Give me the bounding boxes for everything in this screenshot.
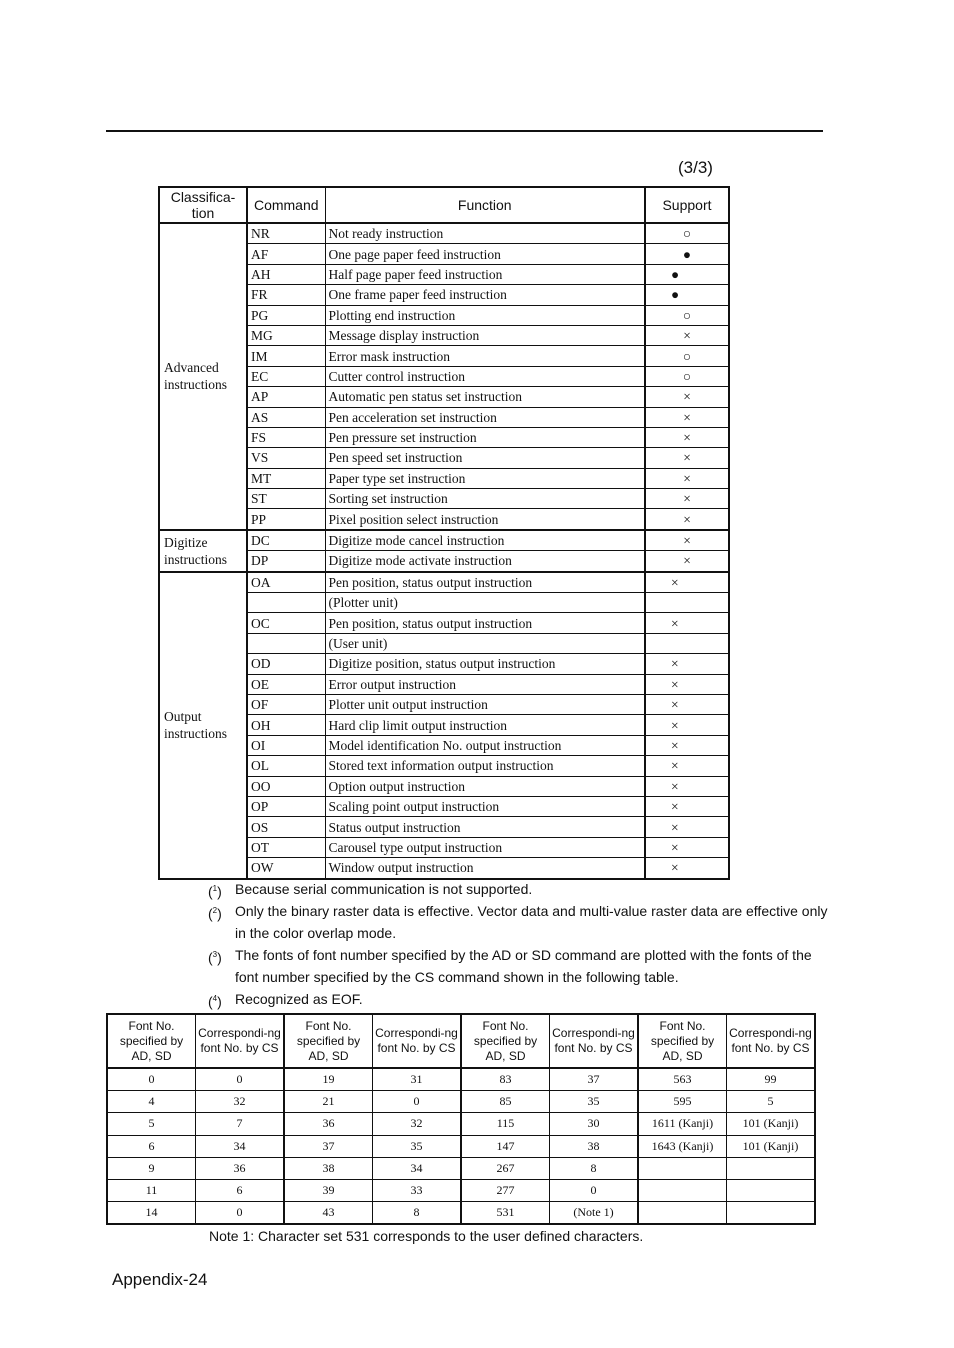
- support-cell: [645, 633, 729, 653]
- support-cell: [645, 244, 729, 264]
- font-table-cell: 21: [284, 1091, 373, 1113]
- command-cell: MG: [247, 325, 325, 345]
- function-cell: Pen position, status output instruction: [325, 572, 645, 593]
- table-row: [107, 1157, 815, 1179]
- font-table-cell: 36: [284, 1113, 373, 1135]
- support-cell: [645, 346, 729, 366]
- support-cell: [645, 427, 729, 447]
- command-cell: AF: [247, 244, 325, 264]
- font-table-cell: 37: [550, 1068, 639, 1091]
- footnote: [208, 988, 828, 1010]
- function-cell: Half page paper feed instruction: [325, 264, 645, 284]
- support-symbol: ×: [671, 656, 679, 672]
- font-table-cell: 34: [196, 1135, 285, 1157]
- table-header-row: [107, 1014, 815, 1068]
- table-row: [107, 1179, 815, 1201]
- support-symbol: ×: [683, 533, 691, 549]
- font-table-cell: 38: [284, 1157, 373, 1179]
- support-symbol: ×: [671, 819, 679, 835]
- support-symbol: ×: [683, 328, 691, 344]
- function-cell: Paper type set instruction: [325, 468, 645, 488]
- support-cell: [645, 694, 729, 714]
- command-cell: IM: [247, 346, 325, 366]
- footnote-number: ($^1$): [208, 883, 222, 900]
- font-table-header: Font No. specified by AD, SD: [638, 1014, 727, 1068]
- support-cell: [645, 387, 729, 407]
- font-table-cell: 0: [107, 1068, 196, 1091]
- font-table-cell: 267: [461, 1157, 550, 1179]
- command-support-table: [158, 186, 730, 880]
- support-symbol: ×: [671, 778, 679, 794]
- font-table-cell: 39: [284, 1179, 373, 1201]
- font-table-header: Correspondi-ng font No. by CS: [727, 1014, 816, 1068]
- command-cell: AS: [247, 407, 325, 427]
- command-cell: PG: [247, 305, 325, 325]
- function-cell: Carousel type output instruction: [325, 837, 645, 857]
- command-cell: OP: [247, 796, 325, 816]
- support-symbol: ○: [682, 226, 692, 242]
- function-cell: Plotting end instruction: [325, 305, 645, 325]
- support-cell: [645, 530, 729, 551]
- footnotes: [208, 878, 828, 1010]
- function-cell: Hard clip limit output instruction: [325, 715, 645, 735]
- footnote-number: ($^3$): [208, 949, 222, 966]
- support-symbol: ×: [671, 737, 679, 753]
- support-symbol: ×: [671, 697, 679, 713]
- font-table-cell: 30: [550, 1113, 639, 1135]
- table-row: [107, 1135, 815, 1157]
- support-cell: [645, 551, 729, 572]
- table-row: [159, 572, 729, 593]
- command-cell: OF: [247, 694, 325, 714]
- font-table-cell: 43: [284, 1202, 373, 1225]
- support-cell: [645, 509, 729, 530]
- support-cell: [645, 613, 729, 633]
- page-indicator: (3/3): [678, 158, 713, 177]
- font-table-cell: 34: [373, 1157, 462, 1179]
- font-table-cell: 83: [461, 1068, 550, 1091]
- support-symbol: ×: [671, 574, 679, 590]
- support-cell: [645, 468, 729, 488]
- function-cell: Automatic pen status set instruction: [325, 387, 645, 407]
- page-footer: Appendix-24: [112, 1270, 208, 1289]
- classification-cell: Output instructions: [159, 572, 247, 879]
- font-table-cell: 0: [550, 1179, 639, 1201]
- footnote: [208, 900, 828, 944]
- support-symbol: ×: [683, 511, 691, 527]
- support-cell: [645, 572, 729, 593]
- function-cell: Cutter control instruction: [325, 366, 645, 386]
- command-cell: DC: [247, 530, 325, 551]
- support-cell: [645, 776, 729, 796]
- support-cell: [645, 305, 729, 325]
- support-cell: [645, 735, 729, 755]
- support-cell: [645, 674, 729, 694]
- footnote-text: The fonts of font number specified by the AD or SD command are plotted with the fonts of the font number specified by the CS command shown in the following table.: [235, 947, 812, 985]
- command-cell: OC: [247, 613, 325, 633]
- support-cell: [645, 448, 729, 468]
- function-cell: One page paper feed instruction: [325, 244, 645, 264]
- command-cell: DP: [247, 551, 325, 572]
- font-table-cell: 7: [196, 1113, 285, 1135]
- command-cell: AH: [247, 264, 325, 284]
- function-cell: Digitize mode cancel instruction: [325, 530, 645, 551]
- font-table-cell: 563: [638, 1068, 727, 1091]
- table-header-row: [159, 187, 729, 223]
- footnote-number-value: 3: [212, 950, 218, 959]
- command-cell: OD: [247, 654, 325, 674]
- command-cell: ST: [247, 489, 325, 509]
- function-cell: Pen speed set instruction: [325, 448, 645, 468]
- font-table-cell: 32: [373, 1113, 462, 1135]
- function-cell: Scaling point output instruction: [325, 796, 645, 816]
- classification-cell: Digitize instructions: [159, 530, 247, 572]
- font-table-cell: 35: [373, 1135, 462, 1157]
- font-table-cell: 0: [196, 1202, 285, 1225]
- command-cell: OW: [247, 858, 325, 879]
- function-cell: Pen pressure set instruction: [325, 427, 645, 447]
- footnote-text: Only the binary raster data is effective. Vector data and multi-value raster data are effective only in the color overlap mode.: [235, 903, 828, 941]
- function-cell: Pen acceleration set instruction: [325, 407, 645, 427]
- command-cell: [247, 633, 325, 653]
- support-symbol: ×: [671, 676, 679, 692]
- support-symbol: ●: [671, 287, 680, 303]
- font-table-cell: 115: [461, 1113, 550, 1135]
- table-row: [159, 223, 729, 244]
- font-table-cell: 36: [196, 1157, 285, 1179]
- footnote-text: Because serial communication is not supported.: [235, 881, 533, 897]
- support-symbol: ×: [683, 553, 691, 569]
- support-cell: [645, 654, 729, 674]
- font-table-cell: 595: [638, 1091, 727, 1113]
- header-support: Support: [645, 187, 729, 223]
- support-cell: [645, 756, 729, 776]
- support-symbol: ○: [682, 307, 692, 323]
- font-table-cell: 14: [107, 1202, 196, 1225]
- support-cell: [645, 715, 729, 735]
- support-symbol: ×: [683, 409, 691, 425]
- support-symbol: ○: [682, 348, 692, 364]
- table-row: [159, 530, 729, 551]
- support-symbol: ×: [671, 860, 679, 876]
- font-mapping-table: [106, 1013, 816, 1225]
- font-table-header: Correspondi-ng font No. by CS: [196, 1014, 285, 1068]
- command-cell: PP: [247, 509, 325, 530]
- footnote-number-value: 2: [212, 906, 218, 915]
- font-table-header: Font No. specified by AD, SD: [107, 1014, 196, 1068]
- font-table-cell: [638, 1202, 727, 1225]
- footnote-text: Recognized as EOF.: [235, 991, 363, 1007]
- font-table-cell: 85: [461, 1091, 550, 1113]
- support-symbol: ×: [683, 470, 691, 486]
- function-cell: Digitize position, status output instruction: [325, 654, 645, 674]
- command-cell: MT: [247, 468, 325, 488]
- footnote-number-value: 4: [212, 994, 218, 1003]
- command-cell: OL: [247, 756, 325, 776]
- classification-cell: Advanced instructions: [159, 223, 247, 530]
- font-table-cell: 8: [550, 1157, 639, 1179]
- support-cell: [645, 837, 729, 857]
- footnote: [208, 878, 828, 900]
- command-cell: OH: [247, 715, 325, 735]
- support-symbol: ×: [683, 389, 691, 405]
- table-row: [107, 1113, 815, 1135]
- command-cell: AP: [247, 387, 325, 407]
- function-cell: Status output instruction: [325, 817, 645, 837]
- font-table-cell: 4: [107, 1091, 196, 1113]
- function-cell: Window output instruction: [325, 858, 645, 879]
- footnote: [208, 944, 828, 988]
- support-symbol: ×: [671, 615, 679, 631]
- font-table-cell: 33: [373, 1179, 462, 1201]
- font-table-cell: 1643 (Kanji): [638, 1135, 727, 1157]
- font-table-header: Correspondi-ng font No. by CS: [373, 1014, 462, 1068]
- support-cell: [645, 325, 729, 345]
- support-cell: [645, 817, 729, 837]
- font-table-cell: 5: [107, 1113, 196, 1135]
- font-table-cell: 19: [284, 1068, 373, 1091]
- font-table-cell: 277: [461, 1179, 550, 1201]
- function-cell: Error output instruction: [325, 674, 645, 694]
- font-table-cell: 11: [107, 1179, 196, 1201]
- command-cell: OA: [247, 572, 325, 593]
- support-cell: [645, 593, 729, 613]
- support-symbol: ●: [671, 266, 680, 282]
- font-table-cell: 31: [373, 1068, 462, 1091]
- function-cell: Stored text information output instruction: [325, 756, 645, 776]
- support-symbol: ×: [671, 717, 679, 733]
- support-symbol: ○: [682, 368, 692, 384]
- font-table-cell: 9: [107, 1157, 196, 1179]
- command-cell: EC: [247, 366, 325, 386]
- font-table-header: Font No. specified by AD, SD: [284, 1014, 373, 1068]
- header-function: Function: [325, 187, 645, 223]
- function-cell: Pixel position select instruction: [325, 509, 645, 530]
- table-row: [107, 1091, 815, 1113]
- font-table-cell: [638, 1179, 727, 1201]
- command-cell: OE: [247, 674, 325, 694]
- font-table-cell: 8: [373, 1202, 462, 1225]
- font-table-cell: [727, 1202, 816, 1225]
- support-symbol: ×: [671, 839, 679, 855]
- font-table-cell: 0: [373, 1091, 462, 1113]
- support-symbol: ×: [671, 799, 679, 815]
- font-table-cell: 101 (Kanji): [727, 1113, 816, 1135]
- table-row: [107, 1202, 815, 1225]
- font-table-cell: 6: [196, 1179, 285, 1201]
- font-table-header: Correspondi-ng font No. by CS: [550, 1014, 639, 1068]
- header-classification: Classifica- tion: [159, 187, 247, 223]
- function-cell: Pen position, status output instruction: [325, 613, 645, 633]
- command-cell: OO: [247, 776, 325, 796]
- support-symbol: ×: [683, 491, 691, 507]
- font-table-cell: 531: [461, 1202, 550, 1225]
- footnote-number-value: 1: [212, 884, 218, 893]
- support-symbol: ×: [671, 758, 679, 774]
- function-cell: Model identification No. output instruction: [325, 735, 645, 755]
- support-symbol: ×: [683, 450, 691, 466]
- font-table-note: Note 1: Character set 531 corresponds to the user defined characters.: [209, 1228, 644, 1244]
- function-cell: One frame paper feed instruction: [325, 285, 645, 305]
- command-cell: FR: [247, 285, 325, 305]
- function-cell: Sorting set instruction: [325, 489, 645, 509]
- function-cell: (Plotter unit): [325, 593, 645, 613]
- function-cell: (User unit): [325, 633, 645, 653]
- command-cell: OI: [247, 735, 325, 755]
- font-table-cell: [638, 1157, 727, 1179]
- font-table-cell: 37: [284, 1135, 373, 1157]
- font-table-cell: 0: [196, 1068, 285, 1091]
- font-table-cell: 32: [196, 1091, 285, 1113]
- command-cell: OT: [247, 837, 325, 857]
- command-cell: OS: [247, 817, 325, 837]
- support-cell: [645, 285, 729, 305]
- font-table-cell: (Note 1): [550, 1202, 639, 1225]
- header-command: Command: [247, 187, 325, 223]
- font-table-cell: 6: [107, 1135, 196, 1157]
- command-cell: [247, 593, 325, 613]
- support-cell: [645, 858, 729, 879]
- font-table-cell: 38: [550, 1135, 639, 1157]
- support-cell: [645, 489, 729, 509]
- table-row: [107, 1068, 815, 1091]
- font-table-cell: [727, 1179, 816, 1201]
- font-table-cell: 1611 (Kanji): [638, 1113, 727, 1135]
- support-cell: [645, 223, 729, 244]
- function-cell: Error mask instruction: [325, 346, 645, 366]
- command-cell: VS: [247, 448, 325, 468]
- function-cell: Not ready instruction: [325, 223, 645, 244]
- function-cell: Digitize mode activate instruction: [325, 551, 645, 572]
- support-symbol: ×: [683, 430, 691, 446]
- font-table-cell: [727, 1157, 816, 1179]
- command-cell: FS: [247, 427, 325, 447]
- support-symbol: ●: [682, 246, 692, 262]
- font-table-cell: 147: [461, 1135, 550, 1157]
- header-rule: [106, 130, 823, 132]
- font-table-cell: 101 (Kanji): [727, 1135, 816, 1157]
- footnote-number: ($^2$): [208, 905, 222, 922]
- font-table-cell: 35: [550, 1091, 639, 1113]
- support-cell: [645, 366, 729, 386]
- font-table-header: Font No. specified by AD, SD: [461, 1014, 550, 1068]
- footnote-number: ($^4$): [208, 993, 222, 1010]
- function-cell: Option output instruction: [325, 776, 645, 796]
- command-cell: NR: [247, 223, 325, 244]
- font-table-cell: 99: [727, 1068, 816, 1091]
- support-cell: [645, 264, 729, 284]
- function-cell: Plotter unit output instruction: [325, 694, 645, 714]
- function-cell: Message display instruction: [325, 325, 645, 345]
- font-table-cell: 5: [727, 1091, 816, 1113]
- support-cell: [645, 796, 729, 816]
- support-cell: [645, 407, 729, 427]
